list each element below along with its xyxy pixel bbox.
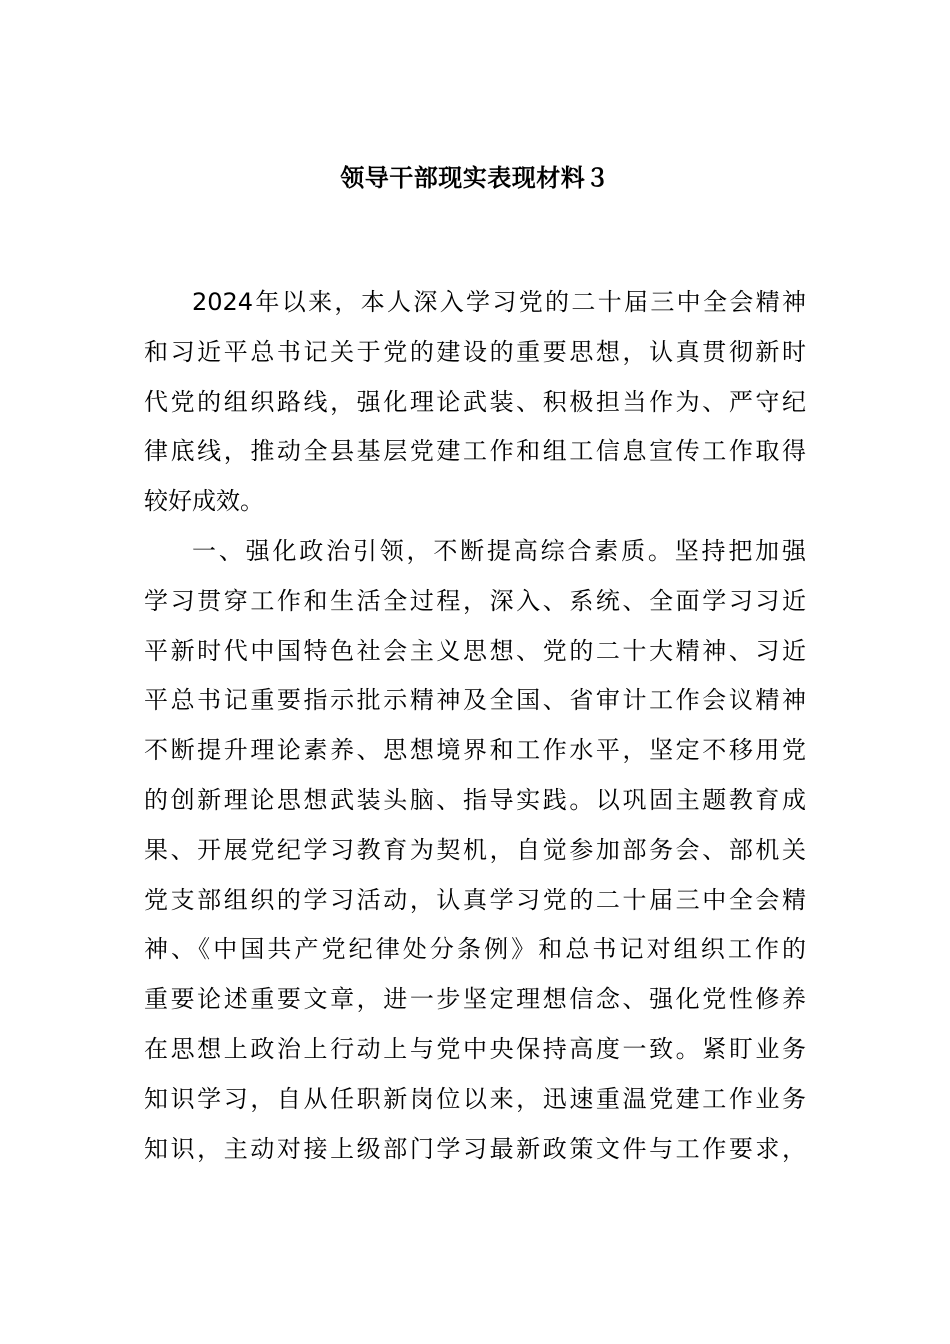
- paragraph-1-line-4: 律底线，推动全县基层党建工作和组工信息宣传工作取得: [144, 437, 806, 466]
- paragraph-2-line-4: 平总书记重要指示批示精神及全国、省审计工作会议精神: [144, 686, 806, 715]
- paragraph-2-line-6: 的创新理论思想武装头脑、指导实践。以巩固主题教育成: [144, 785, 806, 814]
- paragraph-1-line-1: 2024年以来，本人深入学习党的二十届三中全会精神: [192, 288, 806, 316]
- paragraph-2-line-3: 平新时代中国特色社会主义思想、党的二十大精神、习近: [144, 636, 806, 665]
- paragraph-2-line-5: 不断提升理论素养、思想境界和工作水平，坚定不移用党: [144, 736, 806, 765]
- paragraph-2-line-2: 学习贯穿工作和生活全过程，深入、系统、全面学习习近: [144, 586, 806, 615]
- paragraph-2-line-7: 果、开展党纪学习教育为契机，自觉参加部务会、部机关: [144, 835, 806, 864]
- paragraph-1-line-3: 代党的组织路线，强化理论武装、积极担当作为、严守纪: [144, 387, 806, 416]
- paragraph-2-line-10: 重要论述重要文章，进一步坚定理想信念、强化党性修养: [144, 985, 806, 1014]
- paragraph-2-line-9: 神、《中国共产党纪律处分条例》和总书记对组织工作的: [144, 935, 806, 964]
- document-title: 领导干部现实表现材料３: [340, 164, 610, 192]
- paragraph-2-line-1: 一、强化政治引领，不断提高综合素质。坚持把加强: [192, 536, 806, 565]
- paragraph-1-line-5: 较好成效。: [144, 487, 264, 516]
- document-body: [144, 282, 806, 1178]
- paragraph-2-line-12: 知识学习，自从任职新岗位以来，迅速重温党建工作业务: [144, 1084, 806, 1113]
- paragraph-2-line-11: 在思想上政治上行动上与党中央保持高度一致。紧盯业务: [144, 1034, 806, 1063]
- paragraph-2-line-8: 党支部组织的学习活动，认真学习党的二十届三中全会精: [144, 885, 806, 914]
- paragraph-2-line-13: 知识，主动对接上级部门学习最新政策文件与工作要求，: [144, 1134, 806, 1163]
- paragraph-1-line-2: 和习近平总书记关于党的建设的重要思想，认真贯彻新时: [144, 337, 806, 366]
